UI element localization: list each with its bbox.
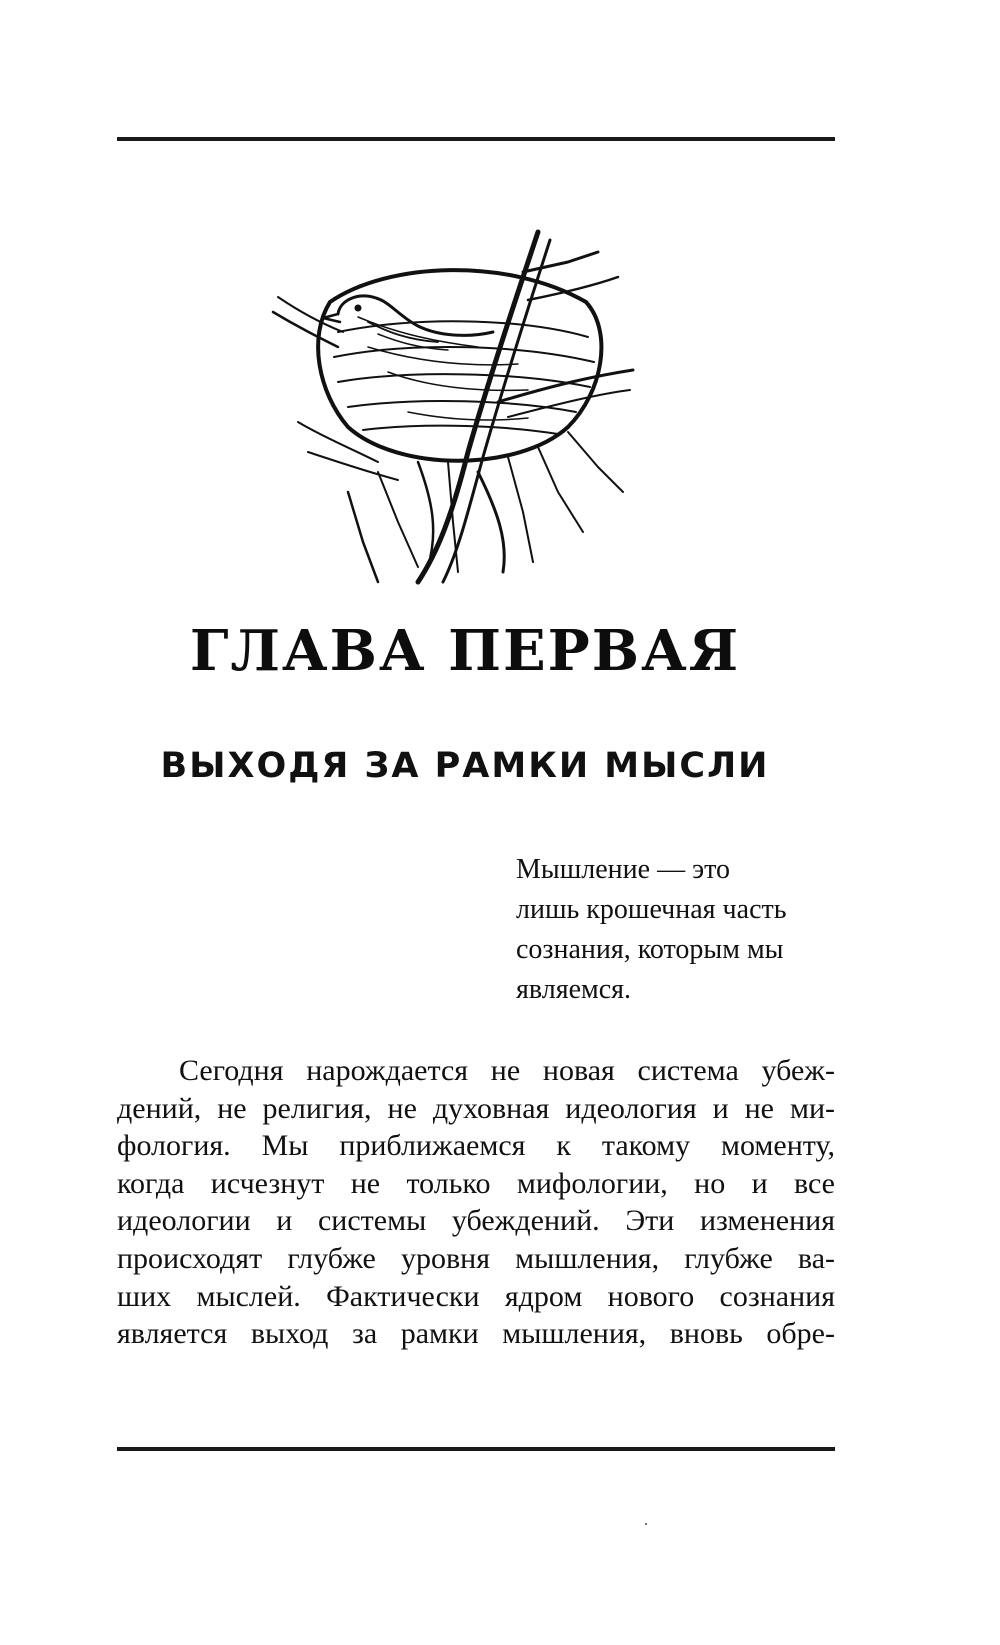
- epigraph-line: являемся.: [516, 974, 632, 1005]
- epigraph-line: лишь крошечная часть: [516, 894, 787, 925]
- body-paragraph: [117, 1052, 835, 1353]
- body-line: фология. Мы приближаемся к такому моменту,: [117, 1129, 835, 1163]
- bottom-rule: [117, 1447, 835, 1451]
- chapter-title: ГЛАВА ПЕРВАЯ: [189, 618, 741, 684]
- body-line: Сегодня нарождается не новая система убеж-: [179, 1054, 835, 1087]
- print-speck: [645, 1523, 647, 1525]
- epigraph-line: сознания, которым мы: [516, 934, 784, 965]
- epigraph: [516, 850, 846, 1010]
- chapter-subtitle: ВЫХОДЯ ЗА РАМКИ МЫСЛИ: [160, 746, 770, 786]
- body-line: происходят глубже уровня мышления, глубже ва-: [117, 1241, 835, 1275]
- body-line: ших мыслей. Фактически ядром нового сознания: [117, 1279, 835, 1313]
- top-rule: [117, 137, 835, 141]
- body-line: когда исчезнут не только мифологии, но и все: [117, 1166, 835, 1200]
- body-line: является выход за рамки мышления, вновь обре-: [117, 1317, 835, 1351]
- body-line: идеологии и системы убеждений. Эти изменения: [117, 1204, 835, 1238]
- bird-nest-icon: [268, 222, 648, 607]
- body-line: дений, не религия, не духовная идеология и не ми-: [117, 1091, 835, 1125]
- epigraph-line: Мышление — это: [516, 854, 730, 885]
